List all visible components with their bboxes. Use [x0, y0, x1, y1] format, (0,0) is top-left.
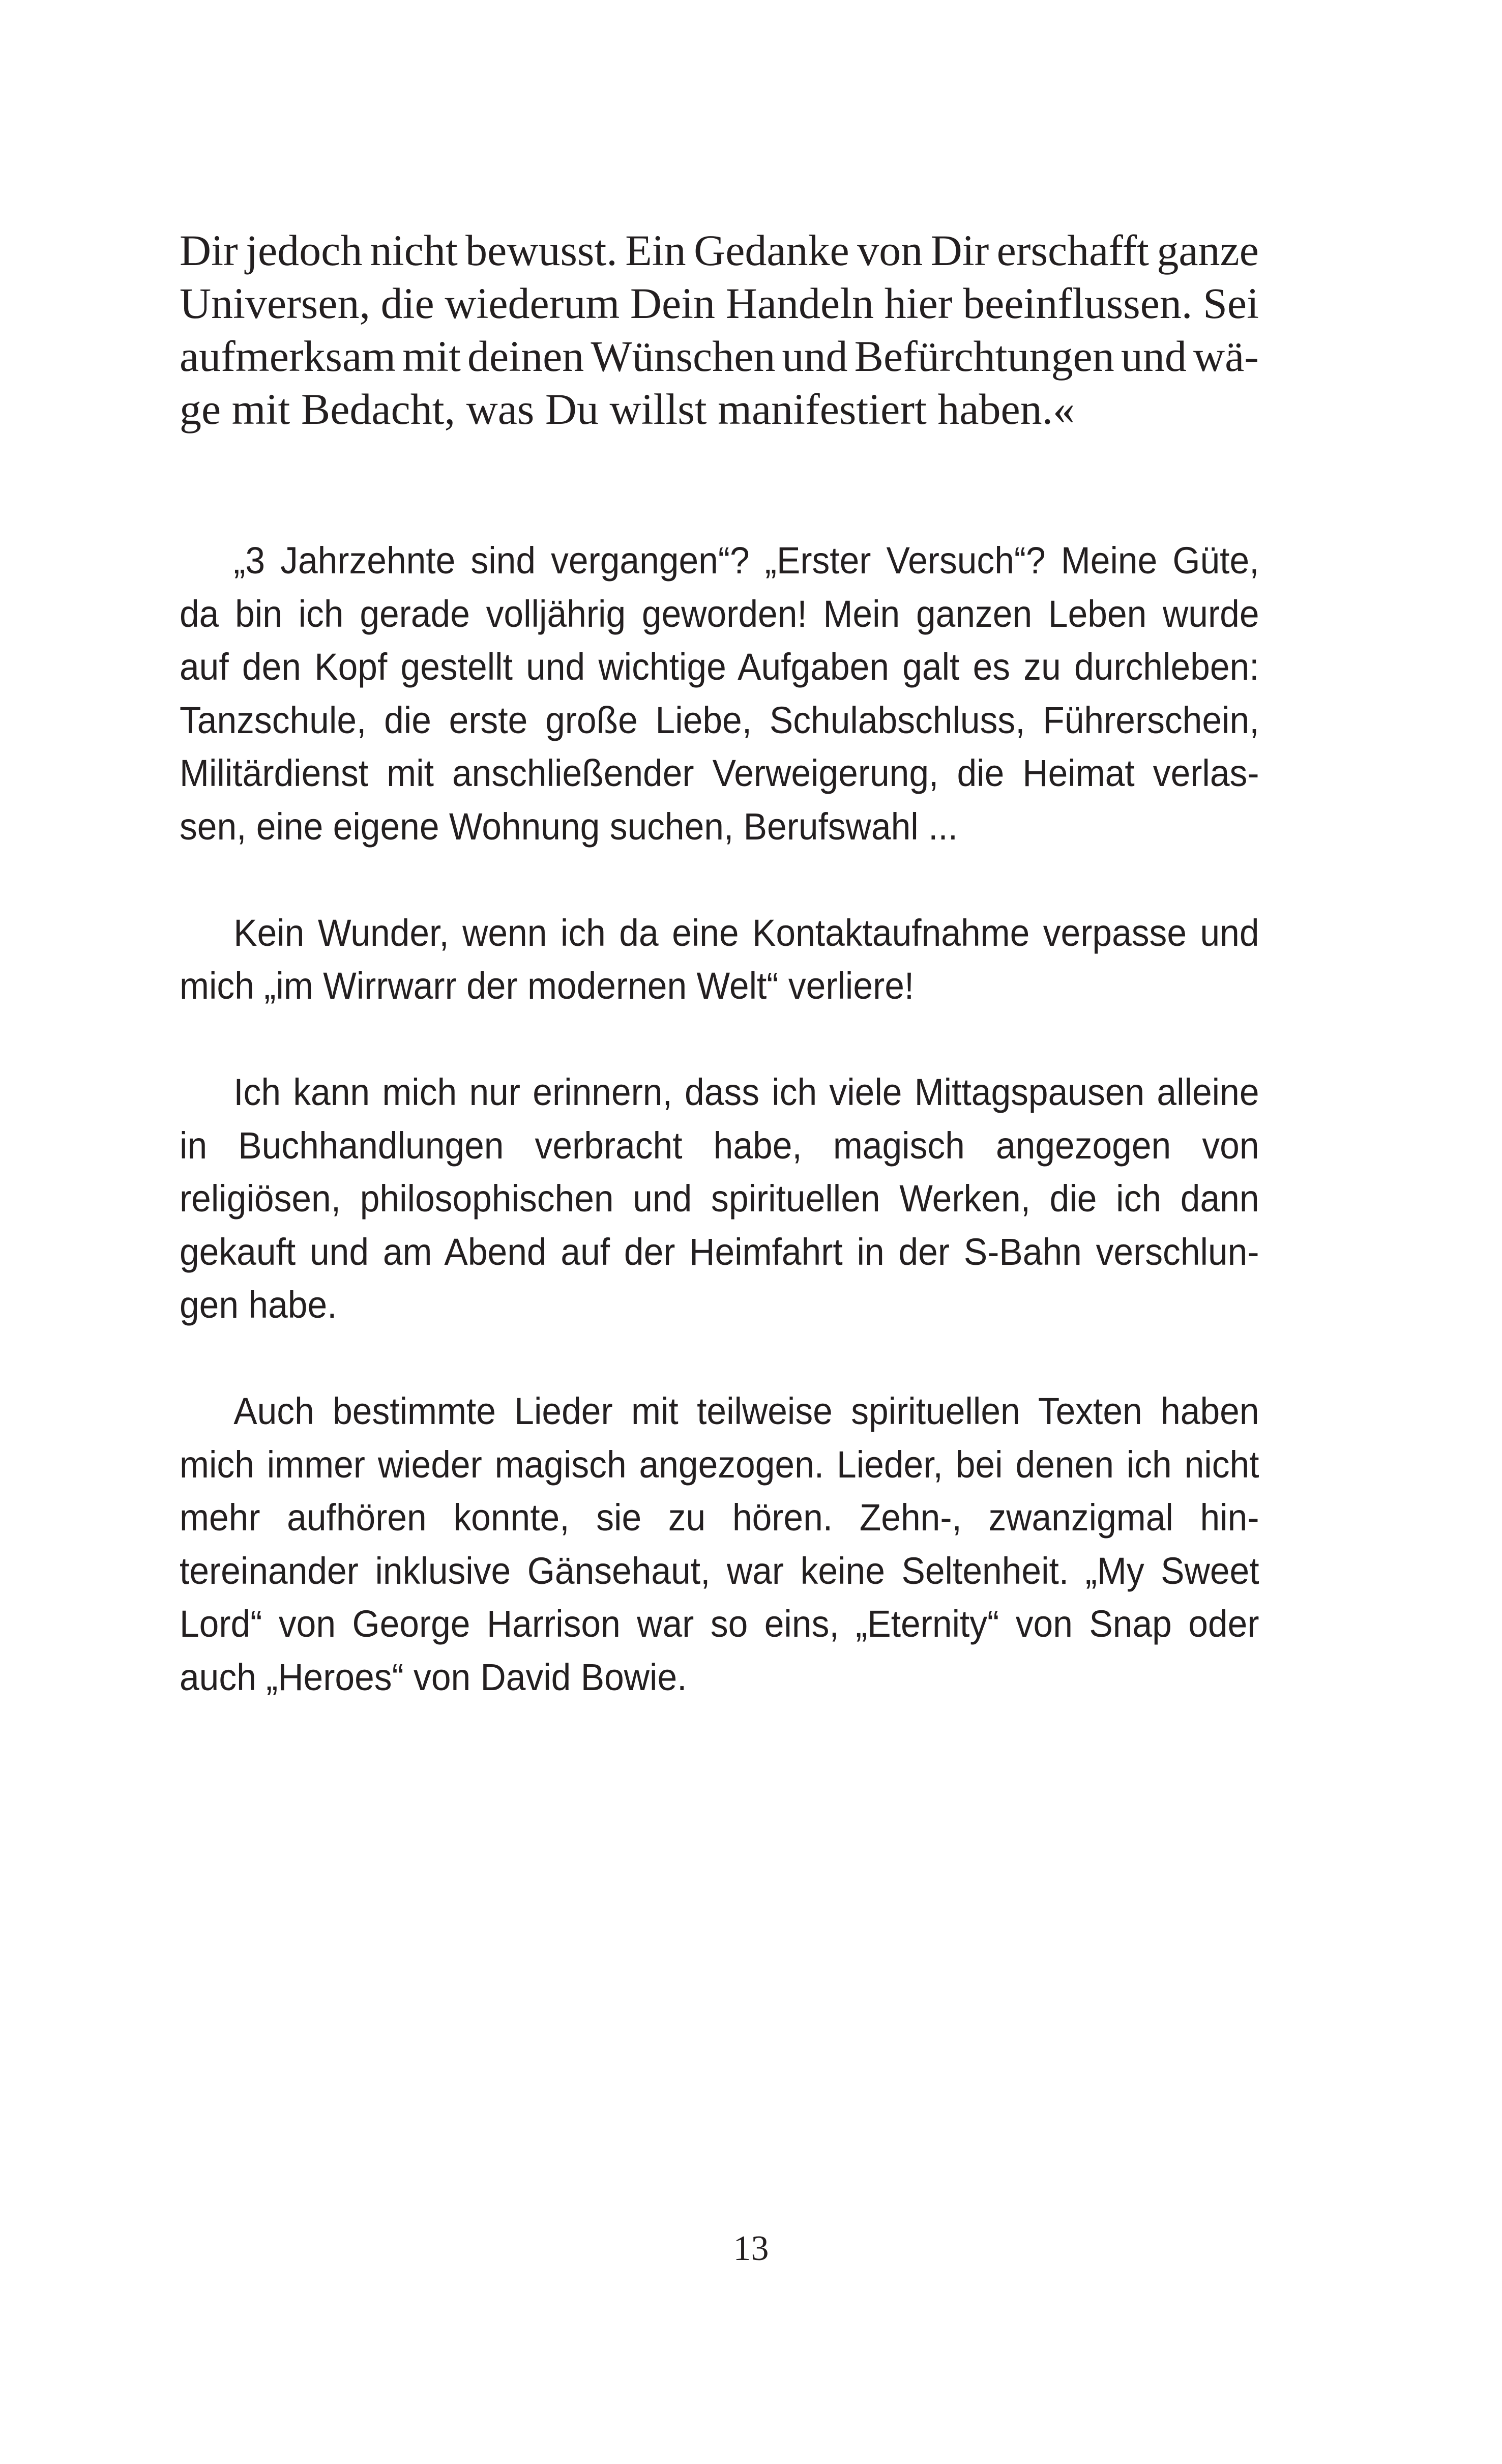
- quote-word: ganze: [1157, 226, 1259, 275]
- quote-word: Sei: [1203, 279, 1259, 328]
- paragraph: Kein Wunder, wenn ich da eine Kontaktaufnahme verpasse und mich „im Wirrwarr der modernen Welt“ verliere!: [180, 911, 1259, 1007]
- body-text: [180, 534, 1259, 1757]
- quote-word: Dir: [180, 226, 238, 275]
- quote-line: [180, 277, 1259, 330]
- quote-word: Ein: [625, 226, 686, 275]
- quote-line: [180, 224, 1259, 277]
- quote-word: und: [1121, 332, 1187, 381]
- quote-word: erschafft: [996, 226, 1149, 275]
- quote-word: aufmerksam: [180, 332, 396, 381]
- quote-word: Befürchtungen: [854, 332, 1114, 381]
- quote-word: Wünschen: [591, 332, 776, 381]
- quote-block: [180, 224, 1259, 436]
- quote-line: [180, 330, 1259, 383]
- quote-word: beeinflussen.: [963, 279, 1193, 328]
- quote-word: deinen: [467, 332, 584, 381]
- quote-word: hier: [884, 279, 953, 328]
- quote-word: von: [857, 226, 923, 275]
- quote-word: und: [782, 332, 848, 381]
- quote-word: Gedanke: [694, 226, 849, 275]
- quote-word: mit: [402, 332, 461, 381]
- paragraph: Auch bestimmte Lieder mit teilweise spirituellen Texten haben mich immer wieder magisch angezogen. Lieder, bei denen ich nicht mehr aufhören konnte, sie zu hören. Zehn-, zwanzigmal hintereinander inklusive Gänsehaut, war keine Seltenheit. „My Sweet Lord“ von George Harrison war so eins, „Eternity“ von Snap oder auch „Heroes“ von David Bowie.: [180, 1390, 1259, 1698]
- quote-word: bewusst.: [465, 226, 617, 275]
- quote-word: nicht: [370, 226, 458, 275]
- quote-word: Dir: [930, 226, 989, 275]
- paragraph: „3 Jahrzehnte sind vergangen“? „Erster Versuch“? Meine Güte, da bin ich gerade volljährig geworden! Mein ganzen Leben wurde auf den Kopf gestellt und wichtige Aufgaben galt es zu durchleben: Tanzschule, die erste große Liebe, Schulabschluss, Führerschein, Militärdienst mit anschließender Verweigerung, die Heimat verlassen, eine eigene Wohnung suchen, Berufswahl ...: [180, 539, 1259, 848]
- quote-word: die: [380, 279, 434, 328]
- quote-word: wiederum: [445, 279, 620, 328]
- quote-word: wä-: [1193, 332, 1259, 381]
- quote-word: Handeln: [725, 279, 874, 328]
- quote-word: jedoch: [246, 226, 363, 275]
- paragraph: Ich kann mich nur erinnern, dass ich viele Mittagspausen alleine in Buchhandlungen verbracht habe, magisch angezogen von religiösen, philosophischen und spirituellen Werken, die ich dann gekauft und am Abend auf der Heimfahrt in der S-Bahn verschlungen habe.: [180, 1071, 1259, 1326]
- quote-word: Dein: [630, 279, 716, 328]
- quote-word: Universen,: [180, 279, 370, 328]
- quote-line: ge mit Bedacht, was Du willst manifestiert haben.«: [180, 385, 1075, 433]
- page-number: 13: [733, 2229, 769, 2268]
